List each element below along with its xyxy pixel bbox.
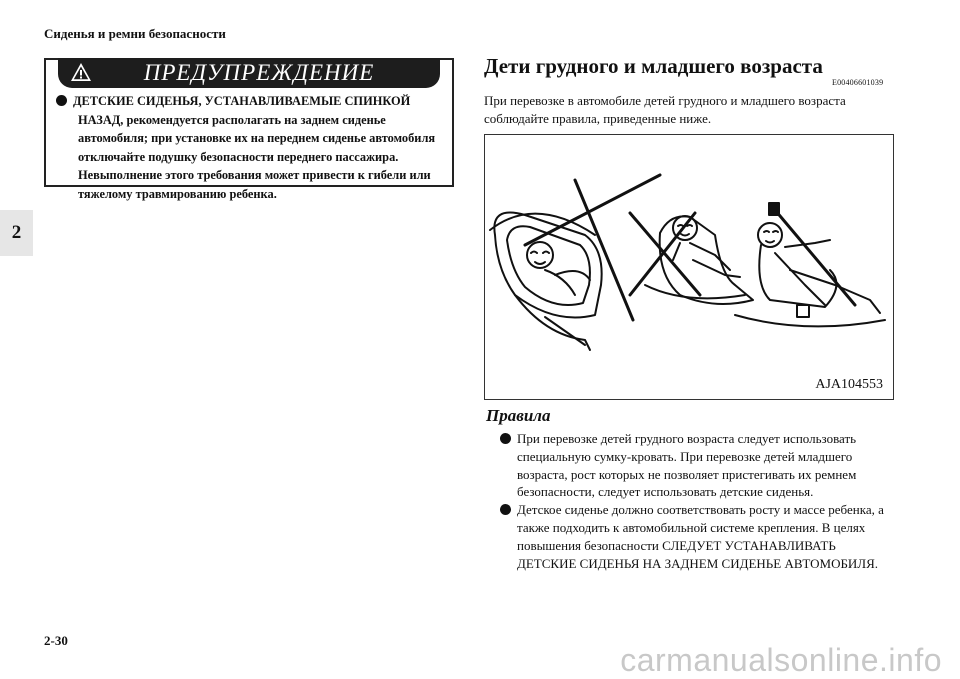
child-seats-illustration-icon <box>485 135 893 399</box>
section-title: Дети грудного и младшего возраста <box>484 54 823 78</box>
running-header: Сиденья и ремни безопасности <box>44 26 226 41</box>
rules-title: Правила <box>486 406 551 425</box>
warning-triangle-icon <box>70 62 92 82</box>
warning-body <box>56 92 446 203</box>
watermark: carmanualsonline.info <box>620 642 942 678</box>
bullet-icon <box>500 504 511 515</box>
section-intro: При перевозке в автомобиле детей грудного и младшего возраста соблюдайте правила, приведенные ниже. <box>484 93 846 126</box>
list-item: При перевозке детей грудного возраста следует использовать специальную сумку-кровать. При перевозке детей младшего возраста, рост которых не позволяет пристегивать их ремнем безопасности, следует использовать детские сиденья. <box>500 430 896 501</box>
warning-title: ПРЕДУПРЕЖДЕНИЕ <box>143 60 375 85</box>
warning-box <box>44 58 454 201</box>
warning-header <box>58 58 440 88</box>
chapter-number: 2 <box>11 222 22 243</box>
bullet-icon <box>56 95 67 106</box>
page-number: 2-30 <box>44 633 68 648</box>
child-seats-figure <box>484 134 894 400</box>
rules-list <box>500 430 896 572</box>
warning-text: ДЕТСКИЕ СИДЕНЬЯ, УСТАНАВЛИВАЕМЫЕ СПИНКОЙ НАЗАД, рекомендуется располагать на заднем сиденье автомобиля; при установке их на переднем сиденье автомобиля отключайте подушку безопасности переднего пассажира. Невыполнение этого требования может привести к гибели или тяжелому травмированию ребенка. <box>73 94 436 201</box>
section-code: E00406601039 <box>832 78 884 87</box>
bullet-icon <box>500 433 511 444</box>
chapter-tab <box>0 210 33 256</box>
figure-id: AJA104553 <box>815 377 883 392</box>
list-item: Детское сиденье должно соответствовать росту и массе ребенка, а также подходить к автомобильной системе крепления. В целях повышения безопасности СЛЕДУЕТ УСТАНАВЛИВАТЬ ДЕТСКИЕ СИДЕНЬЯ НА ЗАДНЕМ СИДЕНЬЕ АВТОМОБИЛЯ. <box>500 501 896 572</box>
